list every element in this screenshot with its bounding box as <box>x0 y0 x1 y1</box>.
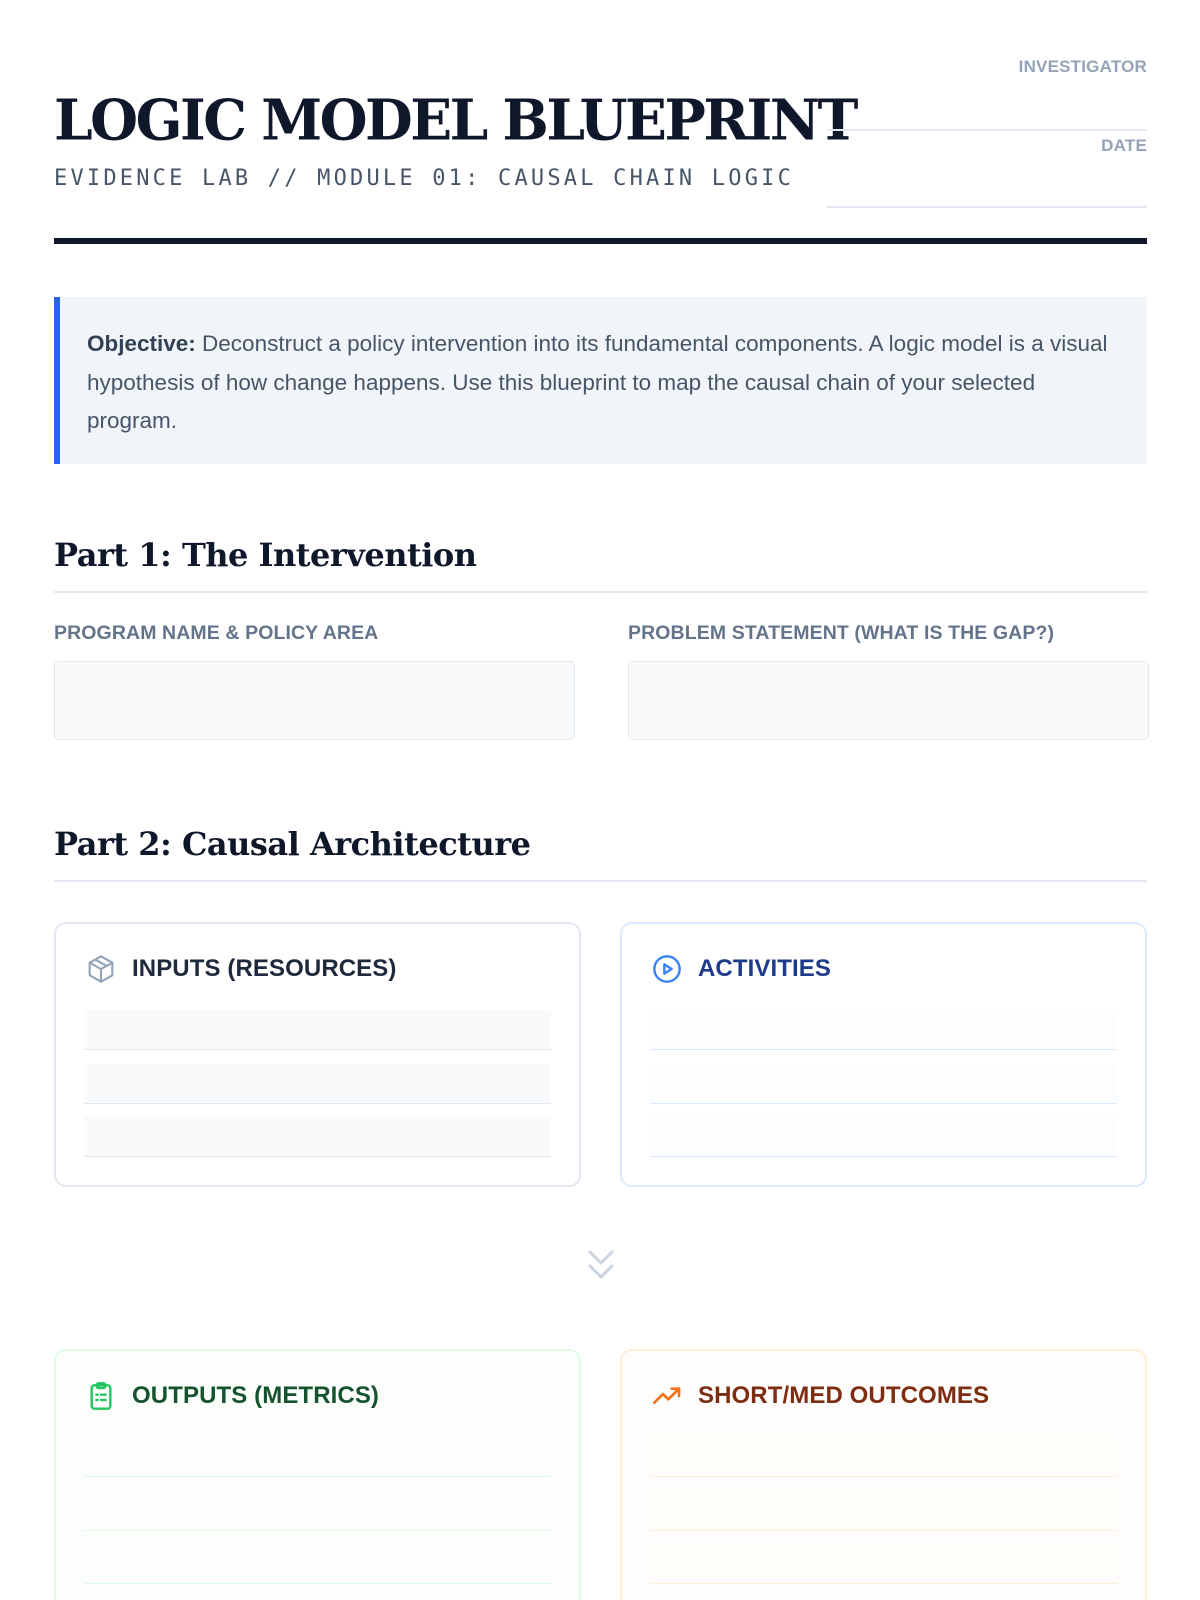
cube-icon <box>84 952 118 986</box>
outcomes-entry-line[interactable] <box>650 1544 1117 1584</box>
clipboard-list-icon <box>84 1379 118 1413</box>
outcomes-entry-line[interactable] <box>650 1437 1117 1477</box>
card-header <box>650 952 831 986</box>
program-name-field[interactable] <box>54 661 575 740</box>
outcomes-entry-line[interactable] <box>650 1491 1117 1531</box>
outputs-entry-line[interactable] <box>84 1437 551 1477</box>
problem-statement-label: PROBLEM STATEMENT (WHAT IS THE GAP?) <box>628 622 1055 644</box>
date-field[interactable] <box>827 131 1147 208</box>
section-title-causal-architecture: Part 2: Causal Architecture <box>54 825 531 863</box>
program-name-label: PROGRAM NAME & POLICY AREA <box>54 622 379 644</box>
investigator-label: INVESTIGATOR <box>1018 57 1147 76</box>
card-title: SHORT/MED OUTCOMES <box>698 1382 990 1409</box>
section-divider <box>54 591 1147 593</box>
outputs-entry-line[interactable] <box>84 1491 551 1531</box>
date-label: DATE <box>1101 136 1147 155</box>
objective-text: Deconstruct a policy intervention into its fundamental components. A logic model is a visual hypothesis of how change happens. Use this blueprint to map the causal chain of your selected program. <box>87 331 1108 433</box>
objective-callout <box>54 297 1147 464</box>
trending-up-icon <box>650 1379 684 1413</box>
activities-card <box>620 922 1147 1187</box>
card-header <box>650 1379 989 1413</box>
header <box>54 0 1147 245</box>
activities-entry-line[interactable] <box>650 1010 1117 1050</box>
inputs-entry-line[interactable] <box>84 1117 551 1157</box>
investigator-field[interactable] <box>827 52 1147 131</box>
activities-entry-line[interactable] <box>650 1117 1117 1157</box>
activities-entry-line[interactable] <box>650 1064 1117 1104</box>
page-subtitle: EVIDENCE LAB // MODULE 01: CAUSAL CHAIN LOGIC <box>54 166 795 191</box>
card-title: INPUTS (RESOURCES) <box>132 955 397 982</box>
page-title: LOGIC MODEL BLUEPRINT <box>54 86 856 153</box>
worksheet-page <box>54 0 1147 1409</box>
header-divider <box>54 238 1147 244</box>
problem-statement-field[interactable] <box>628 661 1149 740</box>
card-title: ACTIVITIES <box>698 955 832 982</box>
section-divider <box>54 880 1147 882</box>
inputs-entry-line[interactable] <box>84 1010 551 1050</box>
meta-fields <box>827 52 1147 208</box>
play-circle-icon <box>650 952 684 986</box>
inputs-entry-line[interactable] <box>84 1064 551 1104</box>
outputs-card <box>54 1349 581 1600</box>
objective-lead: Objective: <box>87 331 196 356</box>
section-title-intervention: Part 1: The Intervention <box>54 536 477 574</box>
card-title: OUTPUTS (METRICS) <box>132 1382 380 1409</box>
card-header <box>84 952 397 986</box>
inputs-card <box>54 922 581 1187</box>
outputs-entry-line[interactable] <box>84 1544 551 1584</box>
chevrons-down-icon <box>585 1248 617 1284</box>
outcomes-card <box>620 1349 1147 1600</box>
card-header <box>84 1379 379 1413</box>
